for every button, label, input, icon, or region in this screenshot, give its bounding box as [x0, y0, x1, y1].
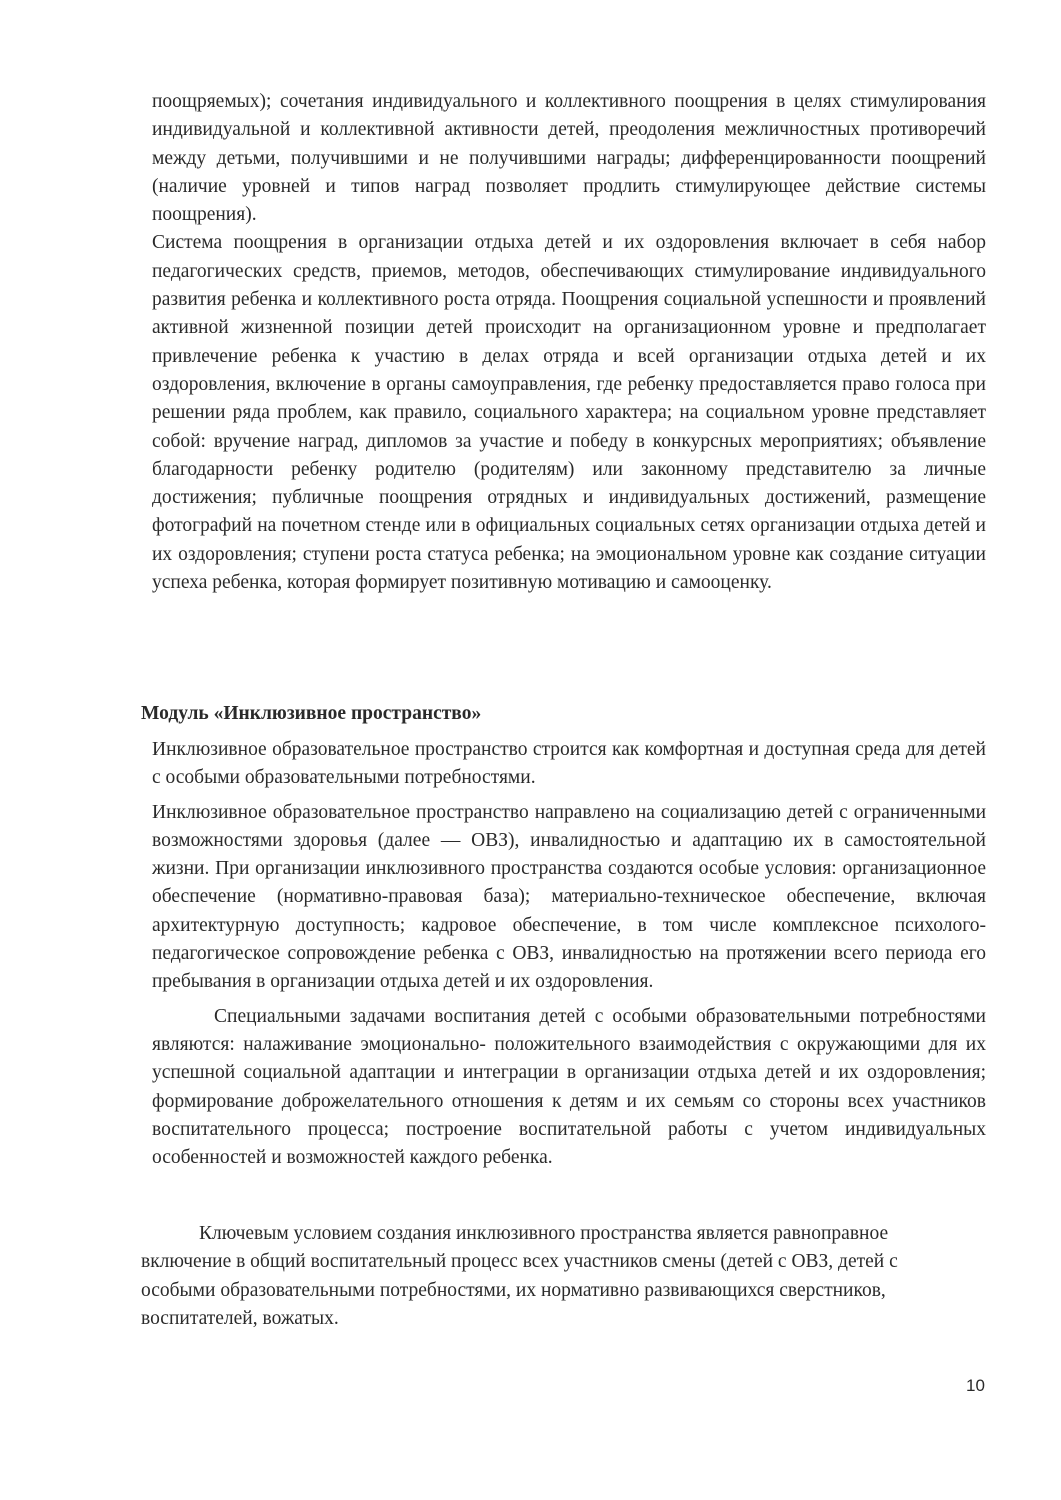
section-heading: Модуль «Инклюзивное пространство»: [141, 703, 482, 724]
paragraph-reward-principles: поощряемых); сочетания индивидуального и коллективного поощрения в целях стимулирования индивидуальной и коллективной активности детей, преодоления межличностных противоречий между детьми, получившими и не получившими награды; дифференцированности поощрений (наличие уровней и типов наград позволяет продлить стимулирующее действие системы поощрения).: [152, 91, 986, 226]
text-block-key-condition: [141, 1220, 977, 1333]
paragraph-reward-system: Система поощрения в организации отдыха детей и их оздоровления включает в себя набор педагогических средств, приемов, методов, обеспечивающих стимулирование индивидуального развития ребенка и коллективного роста отряда. Поощрения социальной успешности и проявлений активной жизненной позиции детей происходит на организационном уровне и предполагает привлечение ребенка к участию в делах отряда и всей организации отдыха детей и их оздоровления, включение в органы самоуправления, где ребенку предоставляется право голоса при решении ряда проблем, как правило, социального характера; на социальном уровне представляет собой: вручение наград, дипломов за участие и победу в конкурсных мероприятиях; объявление благодарности ребенку родителю (родителям) или законному представителю за личные достижения; публичные поощрения отрядных и индивидуальных достижений, размещение фотографий на почетном стенде или в официальных социальных сетях организации отдыха детей и их оздоровления; ступени роста статуса ребенка; на эмоциональном уровне как создание ситуации успеха ребенка, которая формирует позитивную мотивацию и самооценку.: [152, 232, 986, 594]
page-number: 10: [966, 1376, 985, 1395]
paragraph-special-tasks: Специальными задачами воспитания детей с особыми образовательными потребностями являются: налаживание эмоционально- положительного взаимодействия с окружающими для их успешной социальной адаптации и интеграции в организации отдыха детей и их оздоровления; формирование доброжелательного отношения к детям и их семьям со стороны всех участников воспитательного процесса; построение воспитательной работы с учетом индивидуальных особенностей и возможностей каждого ребенка.: [152, 1005, 986, 1169]
paragraph-key-condition: Ключевым условием создания инклюзивного пространства является равноправное включение в общий воспитательный процесс всех участников смены (детей с ОВЗ, детей с особыми образовательными потребностями, их нормативно развивающихся сверстников, воспитателей, вожатых.: [141, 1223, 898, 1329]
paragraph-inclusive-intro: Инклюзивное образовательное пространство строится как комфортная и доступная среда для детей с особыми образовательными потребностями.: [152, 739, 986, 789]
text-block-inclusive: [152, 736, 986, 1172]
text-block-top: [152, 88, 986, 597]
paragraph-inclusive-socialization: Инклюзивное образовательное пространство направлено на социализацию детей с ограниченными возможностями здоровья (далее — ОВЗ), инвалидностью и адаптацию их в самостоятельной жизни. При организации инклюзивного пространства создаются особые условия: организационное обеспечение (нормативно-правовая база); материально-техническое обеспечение, включая архитектурную доступность; кадровое обеспечение, в том числе комплексное психолого-педагогическое сопровождение ребенка с ОВЗ, инвалидностью на протяжении всего периода его пребывания в организации отдыха детей и их оздоровления.: [152, 801, 986, 993]
